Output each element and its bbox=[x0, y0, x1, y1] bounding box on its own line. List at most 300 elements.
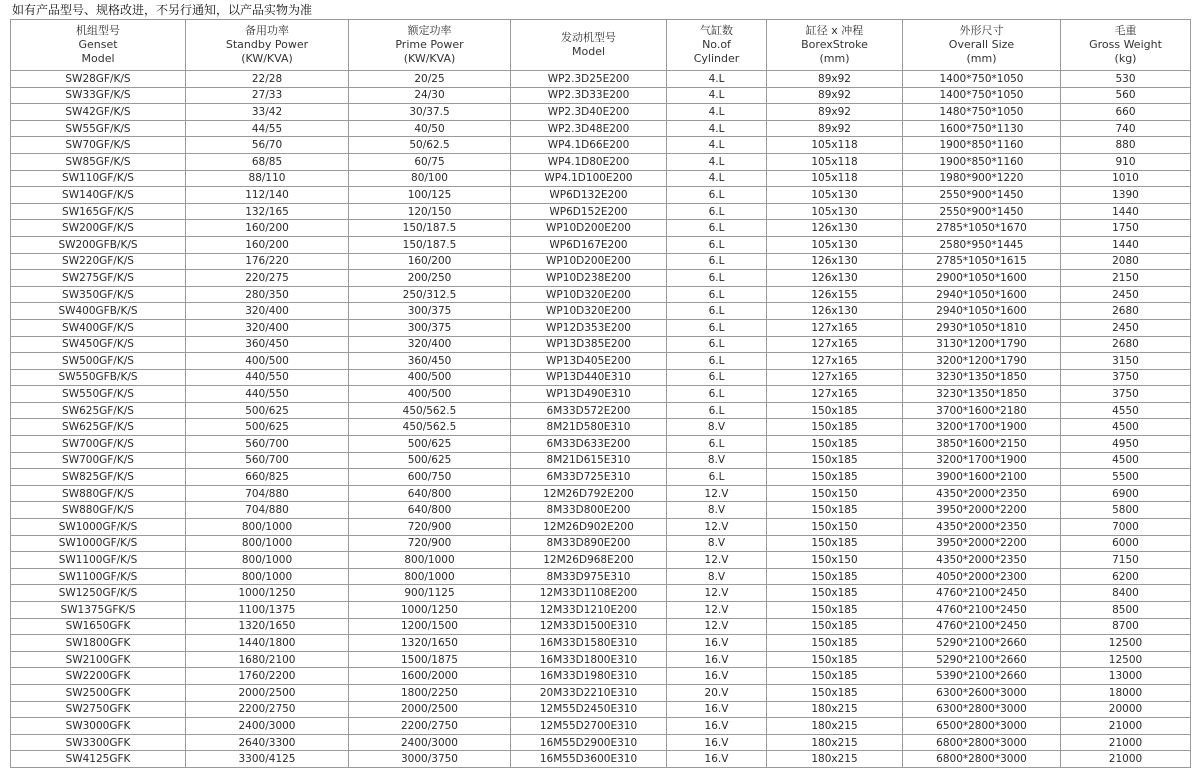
column-header-weight bbox=[1061, 20, 1191, 71]
column-header-line: Prime Power bbox=[395, 38, 464, 51]
cell-model: SW1100GF/K/S bbox=[11, 552, 186, 569]
table-row bbox=[11, 153, 1191, 170]
cell-cyl: 4.L bbox=[667, 153, 767, 170]
cell-model: SW2100GFK bbox=[11, 651, 186, 668]
cell-engine: 6M33D725E310 bbox=[511, 469, 667, 486]
cell-prime: 200/250 bbox=[349, 270, 511, 287]
cell-weight: 3750 bbox=[1061, 369, 1191, 386]
cell-prime: 1320/1650 bbox=[349, 635, 511, 652]
cell-size: 6300*2800*3000 bbox=[903, 701, 1061, 718]
cell-size: 1400*750*1050 bbox=[903, 71, 1061, 88]
cell-standby: 2400/3000 bbox=[186, 718, 349, 735]
column-header-line: Gross Weight bbox=[1089, 38, 1162, 51]
cell-weight: 7150 bbox=[1061, 552, 1191, 569]
cell-weight: 4500 bbox=[1061, 419, 1191, 436]
table-body bbox=[11, 71, 1191, 768]
table-row bbox=[11, 519, 1191, 536]
cell-engine: WP4.1D66E200 bbox=[511, 137, 667, 154]
cell-weight: 8500 bbox=[1061, 602, 1191, 619]
cell-weight: 21000 bbox=[1061, 734, 1191, 751]
cell-standby: 22/28 bbox=[186, 71, 349, 88]
cell-prime: 24/30 bbox=[349, 87, 511, 104]
column-header-line: Model bbox=[81, 52, 115, 65]
cell-cyl: 6.L bbox=[667, 286, 767, 303]
cell-prime: 2000/2500 bbox=[349, 701, 511, 718]
cell-weight: 910 bbox=[1061, 153, 1191, 170]
cell-engine: WP10D320E200 bbox=[511, 303, 667, 320]
cell-bore: 126x130 bbox=[767, 270, 903, 287]
cell-bore: 105x130 bbox=[767, 203, 903, 220]
cell-bore: 180x215 bbox=[767, 701, 903, 718]
cell-standby: 320/400 bbox=[186, 303, 349, 320]
cell-prime: 500/625 bbox=[349, 436, 511, 453]
column-header-line: (mm) bbox=[819, 52, 850, 65]
cell-weight: 5500 bbox=[1061, 469, 1191, 486]
cell-cyl: 20.V bbox=[667, 684, 767, 701]
cell-engine: WP13D440E310 bbox=[511, 369, 667, 386]
cell-cyl: 6.L bbox=[667, 253, 767, 270]
cell-model: SW2200GFK bbox=[11, 668, 186, 685]
cell-bore: 180x215 bbox=[767, 751, 903, 768]
cell-bore: 150x150 bbox=[767, 552, 903, 569]
cell-size: 3230*1350*1850 bbox=[903, 369, 1061, 386]
column-header-line: 机组型号 bbox=[76, 24, 120, 37]
cell-standby: 280/350 bbox=[186, 286, 349, 303]
cell-prime: 1600/2000 bbox=[349, 668, 511, 685]
cell-size: 3200*1700*1900 bbox=[903, 419, 1061, 436]
cell-model: SW400GFB/K/S bbox=[11, 303, 186, 320]
cell-standby: 112/140 bbox=[186, 187, 349, 204]
cell-weight: 8700 bbox=[1061, 618, 1191, 635]
cell-cyl: 6.L bbox=[667, 187, 767, 204]
cell-model: SW28GF/K/S bbox=[11, 71, 186, 88]
cell-model: SW220GF/K/S bbox=[11, 253, 186, 270]
cell-weight: 6000 bbox=[1061, 535, 1191, 552]
cell-engine: WP4.1D100E200 bbox=[511, 170, 667, 187]
cell-engine: 12M26D792E200 bbox=[511, 485, 667, 502]
cell-cyl: 6.L bbox=[667, 369, 767, 386]
cell-size: 2550*900*1450 bbox=[903, 203, 1061, 220]
column-header-line: Genset bbox=[78, 38, 118, 51]
table-row bbox=[11, 668, 1191, 685]
cell-model: SW200GFB/K/S bbox=[11, 236, 186, 253]
cell-engine: 6M33D633E200 bbox=[511, 436, 667, 453]
table-row bbox=[11, 120, 1191, 137]
cell-standby: 440/550 bbox=[186, 386, 349, 403]
table-row bbox=[11, 568, 1191, 585]
cell-engine: WP2.3D33E200 bbox=[511, 87, 667, 104]
cell-standby: 160/200 bbox=[186, 220, 349, 237]
cell-standby: 560/700 bbox=[186, 436, 349, 453]
cell-size: 4760*2100*2450 bbox=[903, 602, 1061, 619]
column-header-line: 缸径 x 冲程 bbox=[805, 24, 864, 37]
table-row bbox=[11, 684, 1191, 701]
cell-cyl: 6.L bbox=[667, 436, 767, 453]
cell-weight: 6200 bbox=[1061, 568, 1191, 585]
cell-prime: 40/50 bbox=[349, 120, 511, 137]
cell-model: SW500GF/K/S bbox=[11, 353, 186, 370]
cell-prime: 1000/1250 bbox=[349, 602, 511, 619]
cell-cyl: 6.L bbox=[667, 236, 767, 253]
cell-prime: 3000/3750 bbox=[349, 751, 511, 768]
cell-cyl: 16.V bbox=[667, 718, 767, 735]
cell-bore: 150x185 bbox=[767, 402, 903, 419]
cell-size: 4760*2100*2450 bbox=[903, 618, 1061, 635]
cell-size: 5290*2100*2660 bbox=[903, 635, 1061, 652]
cell-model: SW165GF/K/S bbox=[11, 203, 186, 220]
cell-standby: 33/42 bbox=[186, 104, 349, 121]
cell-model: SW550GFB/K/S bbox=[11, 369, 186, 386]
cell-bore: 127x165 bbox=[767, 386, 903, 403]
cell-size: 5290*2100*2660 bbox=[903, 651, 1061, 668]
cell-bore: 150x185 bbox=[767, 635, 903, 652]
table-row bbox=[11, 734, 1191, 751]
cell-engine: WP10D200E200 bbox=[511, 253, 667, 270]
cell-engine: 12M55D2700E310 bbox=[511, 718, 667, 735]
cell-prime: 720/900 bbox=[349, 519, 511, 536]
table-row bbox=[11, 336, 1191, 353]
cell-bore: 150x185 bbox=[767, 419, 903, 436]
cell-model: SW880GF/K/S bbox=[11, 502, 186, 519]
cell-prime: 20/25 bbox=[349, 71, 511, 88]
cell-size: 5390*2100*2660 bbox=[903, 668, 1061, 685]
cell-cyl: 4.L bbox=[667, 120, 767, 137]
cell-bore: 180x215 bbox=[767, 718, 903, 735]
cell-weight: 5800 bbox=[1061, 502, 1191, 519]
cell-engine: WP12D353E200 bbox=[511, 319, 667, 336]
cell-weight: 1010 bbox=[1061, 170, 1191, 187]
cell-prime: 1800/2250 bbox=[349, 684, 511, 701]
cell-standby: 1100/1375 bbox=[186, 602, 349, 619]
cell-size: 3230*1350*1850 bbox=[903, 386, 1061, 403]
cell-bore: 150x185 bbox=[767, 668, 903, 685]
cell-cyl: 12.V bbox=[667, 602, 767, 619]
table-row bbox=[11, 751, 1191, 768]
cell-cyl: 6.L bbox=[667, 386, 767, 403]
table-row bbox=[11, 635, 1191, 652]
cell-model: SW200GF/K/S bbox=[11, 220, 186, 237]
cell-prime: 640/800 bbox=[349, 485, 511, 502]
cell-model: SW450GF/K/S bbox=[11, 336, 186, 353]
cell-bore: 150x185 bbox=[767, 684, 903, 701]
cell-size: 1900*850*1160 bbox=[903, 153, 1061, 170]
table-row bbox=[11, 436, 1191, 453]
cell-cyl: 16.V bbox=[667, 651, 767, 668]
cell-weight: 8400 bbox=[1061, 585, 1191, 602]
table-row bbox=[11, 203, 1191, 220]
cell-bore: 150x185 bbox=[767, 502, 903, 519]
cell-cyl: 8.V bbox=[667, 452, 767, 469]
cell-model: SW2750GFK bbox=[11, 701, 186, 718]
cell-prime: 1500/1875 bbox=[349, 651, 511, 668]
cell-bore: 105x118 bbox=[767, 170, 903, 187]
cell-cyl: 6.L bbox=[667, 303, 767, 320]
cell-bore: 180x215 bbox=[767, 734, 903, 751]
cell-engine: WP2.3D25E200 bbox=[511, 71, 667, 88]
cell-engine: 8M33D890E200 bbox=[511, 535, 667, 552]
cell-engine: 12M26D968E200 bbox=[511, 552, 667, 569]
cell-cyl: 12.V bbox=[667, 618, 767, 635]
cell-prime: 300/375 bbox=[349, 319, 511, 336]
cell-size: 3700*1600*2180 bbox=[903, 402, 1061, 419]
cell-cyl: 6.L bbox=[667, 353, 767, 370]
table-row bbox=[11, 369, 1191, 386]
cell-cyl: 16.V bbox=[667, 751, 767, 768]
cell-cyl: 16.V bbox=[667, 701, 767, 718]
cell-model: SW33GF/K/S bbox=[11, 87, 186, 104]
cell-engine: WP6D167E200 bbox=[511, 236, 667, 253]
cell-engine: WP10D200E200 bbox=[511, 220, 667, 237]
cell-size: 3900*1600*2100 bbox=[903, 469, 1061, 486]
cell-standby: 704/880 bbox=[186, 485, 349, 502]
cell-bore: 105x130 bbox=[767, 187, 903, 204]
cell-cyl: 4.L bbox=[667, 170, 767, 187]
cell-weight: 21000 bbox=[1061, 751, 1191, 768]
cell-bore: 150x185 bbox=[767, 618, 903, 635]
cell-weight: 1440 bbox=[1061, 236, 1191, 253]
column-header-line: 毛重 bbox=[1114, 24, 1137, 37]
cell-bore: 150x185 bbox=[767, 452, 903, 469]
cell-bore: 127x165 bbox=[767, 369, 903, 386]
cell-cyl: 12.V bbox=[667, 552, 767, 569]
cell-standby: 440/550 bbox=[186, 369, 349, 386]
cell-bore: 150x185 bbox=[767, 602, 903, 619]
cell-bore: 150x185 bbox=[767, 469, 903, 486]
table-row bbox=[11, 87, 1191, 104]
cell-size: 2930*1050*1810 bbox=[903, 319, 1061, 336]
cell-prime: 800/1000 bbox=[349, 552, 511, 569]
cell-model: SW1250GF/K/S bbox=[11, 585, 186, 602]
cell-weight: 18000 bbox=[1061, 684, 1191, 701]
cell-bore: 150x185 bbox=[767, 568, 903, 585]
cell-size: 2550*900*1450 bbox=[903, 187, 1061, 204]
table-row bbox=[11, 419, 1191, 436]
cell-cyl: 6.L bbox=[667, 270, 767, 287]
cell-model: SW880GF/K/S bbox=[11, 485, 186, 502]
cell-size: 1900*850*1160 bbox=[903, 137, 1061, 154]
cell-weight: 4500 bbox=[1061, 452, 1191, 469]
cell-engine: 12M33D1500E310 bbox=[511, 618, 667, 635]
cell-weight: 20000 bbox=[1061, 701, 1191, 718]
table-row bbox=[11, 585, 1191, 602]
cell-prime: 250/312.5 bbox=[349, 286, 511, 303]
cell-standby: 56/70 bbox=[186, 137, 349, 154]
cell-prime: 400/500 bbox=[349, 386, 511, 403]
cell-standby: 3300/4125 bbox=[186, 751, 349, 768]
cell-weight: 2150 bbox=[1061, 270, 1191, 287]
cell-size: 1600*750*1130 bbox=[903, 120, 1061, 137]
cell-weight: 530 bbox=[1061, 71, 1191, 88]
cell-engine: 8M21D580E310 bbox=[511, 419, 667, 436]
column-header-line: (kg) bbox=[1114, 52, 1137, 65]
cell-weight: 12500 bbox=[1061, 651, 1191, 668]
cell-weight: 2450 bbox=[1061, 319, 1191, 336]
table-row bbox=[11, 187, 1191, 204]
cell-weight: 560 bbox=[1061, 87, 1191, 104]
cell-weight: 4550 bbox=[1061, 402, 1191, 419]
cell-bore: 150x150 bbox=[767, 519, 903, 536]
column-header-line: Standby Power bbox=[225, 38, 309, 51]
cell-weight: 1390 bbox=[1061, 187, 1191, 204]
cell-bore: 127x165 bbox=[767, 336, 903, 353]
cell-size: 2785*1050*1670 bbox=[903, 220, 1061, 237]
cell-bore: 150x185 bbox=[767, 535, 903, 552]
cell-engine: 16M55D3600E310 bbox=[511, 751, 667, 768]
column-header-line: 额定功率 bbox=[407, 24, 452, 37]
cell-size: 2900*1050*1600 bbox=[903, 270, 1061, 287]
table-row bbox=[11, 485, 1191, 502]
cell-size: 3130*1200*1790 bbox=[903, 336, 1061, 353]
cell-prime: 2200/2750 bbox=[349, 718, 511, 735]
cell-model: SW1800GFK bbox=[11, 635, 186, 652]
cell-size: 4350*2000*2350 bbox=[903, 485, 1061, 502]
cell-size: 4350*2000*2350 bbox=[903, 519, 1061, 536]
cell-engine: WP13D385E200 bbox=[511, 336, 667, 353]
cell-engine: WP10D320E200 bbox=[511, 286, 667, 303]
cell-prime: 160/200 bbox=[349, 253, 511, 270]
table-row bbox=[11, 651, 1191, 668]
column-header-prime bbox=[349, 20, 511, 71]
cell-model: SW1375GFK/S bbox=[11, 602, 186, 619]
cell-size: 1400*750*1050 bbox=[903, 87, 1061, 104]
table-row bbox=[11, 220, 1191, 237]
cell-weight: 660 bbox=[1061, 104, 1191, 121]
table-header-row bbox=[11, 20, 1191, 71]
cell-bore: 127x165 bbox=[767, 319, 903, 336]
cell-prime: 450/562.5 bbox=[349, 402, 511, 419]
column-header-line: Overall Size bbox=[948, 38, 1015, 51]
cell-prime: 50/62.5 bbox=[349, 137, 511, 154]
cell-size: 2785*1050*1615 bbox=[903, 253, 1061, 270]
table-row bbox=[11, 452, 1191, 469]
cell-standby: 500/625 bbox=[186, 419, 349, 436]
cell-engine: 12M33D1210E200 bbox=[511, 602, 667, 619]
cell-standby: 1760/2200 bbox=[186, 668, 349, 685]
cell-cyl: 16.V bbox=[667, 734, 767, 751]
column-header-line: 气缸数 bbox=[700, 24, 733, 37]
cell-bore: 105x118 bbox=[767, 153, 903, 170]
cell-prime: 500/625 bbox=[349, 452, 511, 469]
cell-engine: WP4.1D80E200 bbox=[511, 153, 667, 170]
cell-size: 1980*900*1220 bbox=[903, 170, 1061, 187]
cell-model: SW275GF/K/S bbox=[11, 270, 186, 287]
cell-prime: 30/37.5 bbox=[349, 104, 511, 121]
column-header-model bbox=[11, 20, 186, 71]
column-header-line: Cylinder bbox=[693, 52, 740, 65]
cell-engine: 12M33D1108E200 bbox=[511, 585, 667, 602]
column-header-bore bbox=[767, 20, 903, 71]
table-row bbox=[11, 104, 1191, 121]
cell-standby: 360/450 bbox=[186, 336, 349, 353]
table-row bbox=[11, 552, 1191, 569]
cell-weight: 12500 bbox=[1061, 635, 1191, 652]
cell-prime: 320/400 bbox=[349, 336, 511, 353]
cell-standby: 560/700 bbox=[186, 452, 349, 469]
cell-model: SW1100GF/K/S bbox=[11, 568, 186, 585]
cell-bore: 150x185 bbox=[767, 436, 903, 453]
cell-engine: 16M33D1800E310 bbox=[511, 651, 667, 668]
cell-bore: 105x130 bbox=[767, 236, 903, 253]
cell-engine: WP10D238E200 bbox=[511, 270, 667, 287]
cell-standby: 660/825 bbox=[186, 469, 349, 486]
cell-cyl: 8.V bbox=[667, 568, 767, 585]
cell-weight: 3750 bbox=[1061, 386, 1191, 403]
cell-engine: 16M33D1580E310 bbox=[511, 635, 667, 652]
cell-bore: 89x92 bbox=[767, 120, 903, 137]
cell-cyl: 6.L bbox=[667, 203, 767, 220]
column-header-line: (KW/KVA) bbox=[241, 52, 293, 65]
table-row bbox=[11, 319, 1191, 336]
column-header-cyl bbox=[667, 20, 767, 71]
column-header-size bbox=[903, 20, 1061, 71]
table-row bbox=[11, 236, 1191, 253]
cell-bore: 126x155 bbox=[767, 286, 903, 303]
cell-weight: 21000 bbox=[1061, 718, 1191, 735]
cell-prime: 400/500 bbox=[349, 369, 511, 386]
cell-size: 6800*2800*3000 bbox=[903, 734, 1061, 751]
table-row bbox=[11, 602, 1191, 619]
cell-size: 3200*1700*1900 bbox=[903, 452, 1061, 469]
cell-cyl: 12.V bbox=[667, 519, 767, 536]
cell-standby: 1000/1250 bbox=[186, 585, 349, 602]
cell-prime: 800/1000 bbox=[349, 568, 511, 585]
cell-prime: 360/450 bbox=[349, 353, 511, 370]
cell-prime: 720/900 bbox=[349, 535, 511, 552]
cell-cyl: 4.L bbox=[667, 137, 767, 154]
cell-bore: 126x130 bbox=[767, 253, 903, 270]
table-row bbox=[11, 386, 1191, 403]
cell-bore: 126x130 bbox=[767, 220, 903, 237]
cell-size: 3200*1200*1790 bbox=[903, 353, 1061, 370]
column-header-line: (mm) bbox=[966, 52, 997, 65]
cell-model: SW1000GF/K/S bbox=[11, 519, 186, 536]
cell-weight: 13000 bbox=[1061, 668, 1191, 685]
cell-standby: 1680/2100 bbox=[186, 651, 349, 668]
cell-standby: 1440/1800 bbox=[186, 635, 349, 652]
cell-standby: 68/85 bbox=[186, 153, 349, 170]
cell-model: SW400GF/K/S bbox=[11, 319, 186, 336]
cell-standby: 1320/1650 bbox=[186, 618, 349, 635]
cell-engine: WP6D132E200 bbox=[511, 187, 667, 204]
table-row bbox=[11, 253, 1191, 270]
cell-bore: 105x118 bbox=[767, 137, 903, 154]
cell-weight: 2080 bbox=[1061, 253, 1191, 270]
cell-standby: 88/110 bbox=[186, 170, 349, 187]
cell-weight: 2680 bbox=[1061, 303, 1191, 320]
cell-bore: 89x92 bbox=[767, 87, 903, 104]
cell-cyl: 4.L bbox=[667, 87, 767, 104]
cell-cyl: 8.V bbox=[667, 419, 767, 436]
cell-weight: 4950 bbox=[1061, 436, 1191, 453]
cell-standby: 176/220 bbox=[186, 253, 349, 270]
cell-model: SW550GF/K/S bbox=[11, 386, 186, 403]
cell-size: 2940*1050*1600 bbox=[903, 303, 1061, 320]
cell-prime: 640/800 bbox=[349, 502, 511, 519]
column-header-engine bbox=[511, 20, 667, 71]
cell-model: SW42GF/K/S bbox=[11, 104, 186, 121]
cell-weight: 880 bbox=[1061, 137, 1191, 154]
column-header-line: 备用功率 bbox=[245, 24, 289, 37]
cell-cyl: 8.V bbox=[667, 535, 767, 552]
cell-size: 6300*2600*3000 bbox=[903, 684, 1061, 701]
cell-engine: WP2.3D48E200 bbox=[511, 120, 667, 137]
table-row bbox=[11, 402, 1191, 419]
cell-model: SW110GF/K/S bbox=[11, 170, 186, 187]
cell-size: 4350*2000*2350 bbox=[903, 552, 1061, 569]
column-header-line: BorexStroke bbox=[801, 38, 868, 51]
cell-cyl: 6.L bbox=[667, 336, 767, 353]
table-row bbox=[11, 303, 1191, 320]
